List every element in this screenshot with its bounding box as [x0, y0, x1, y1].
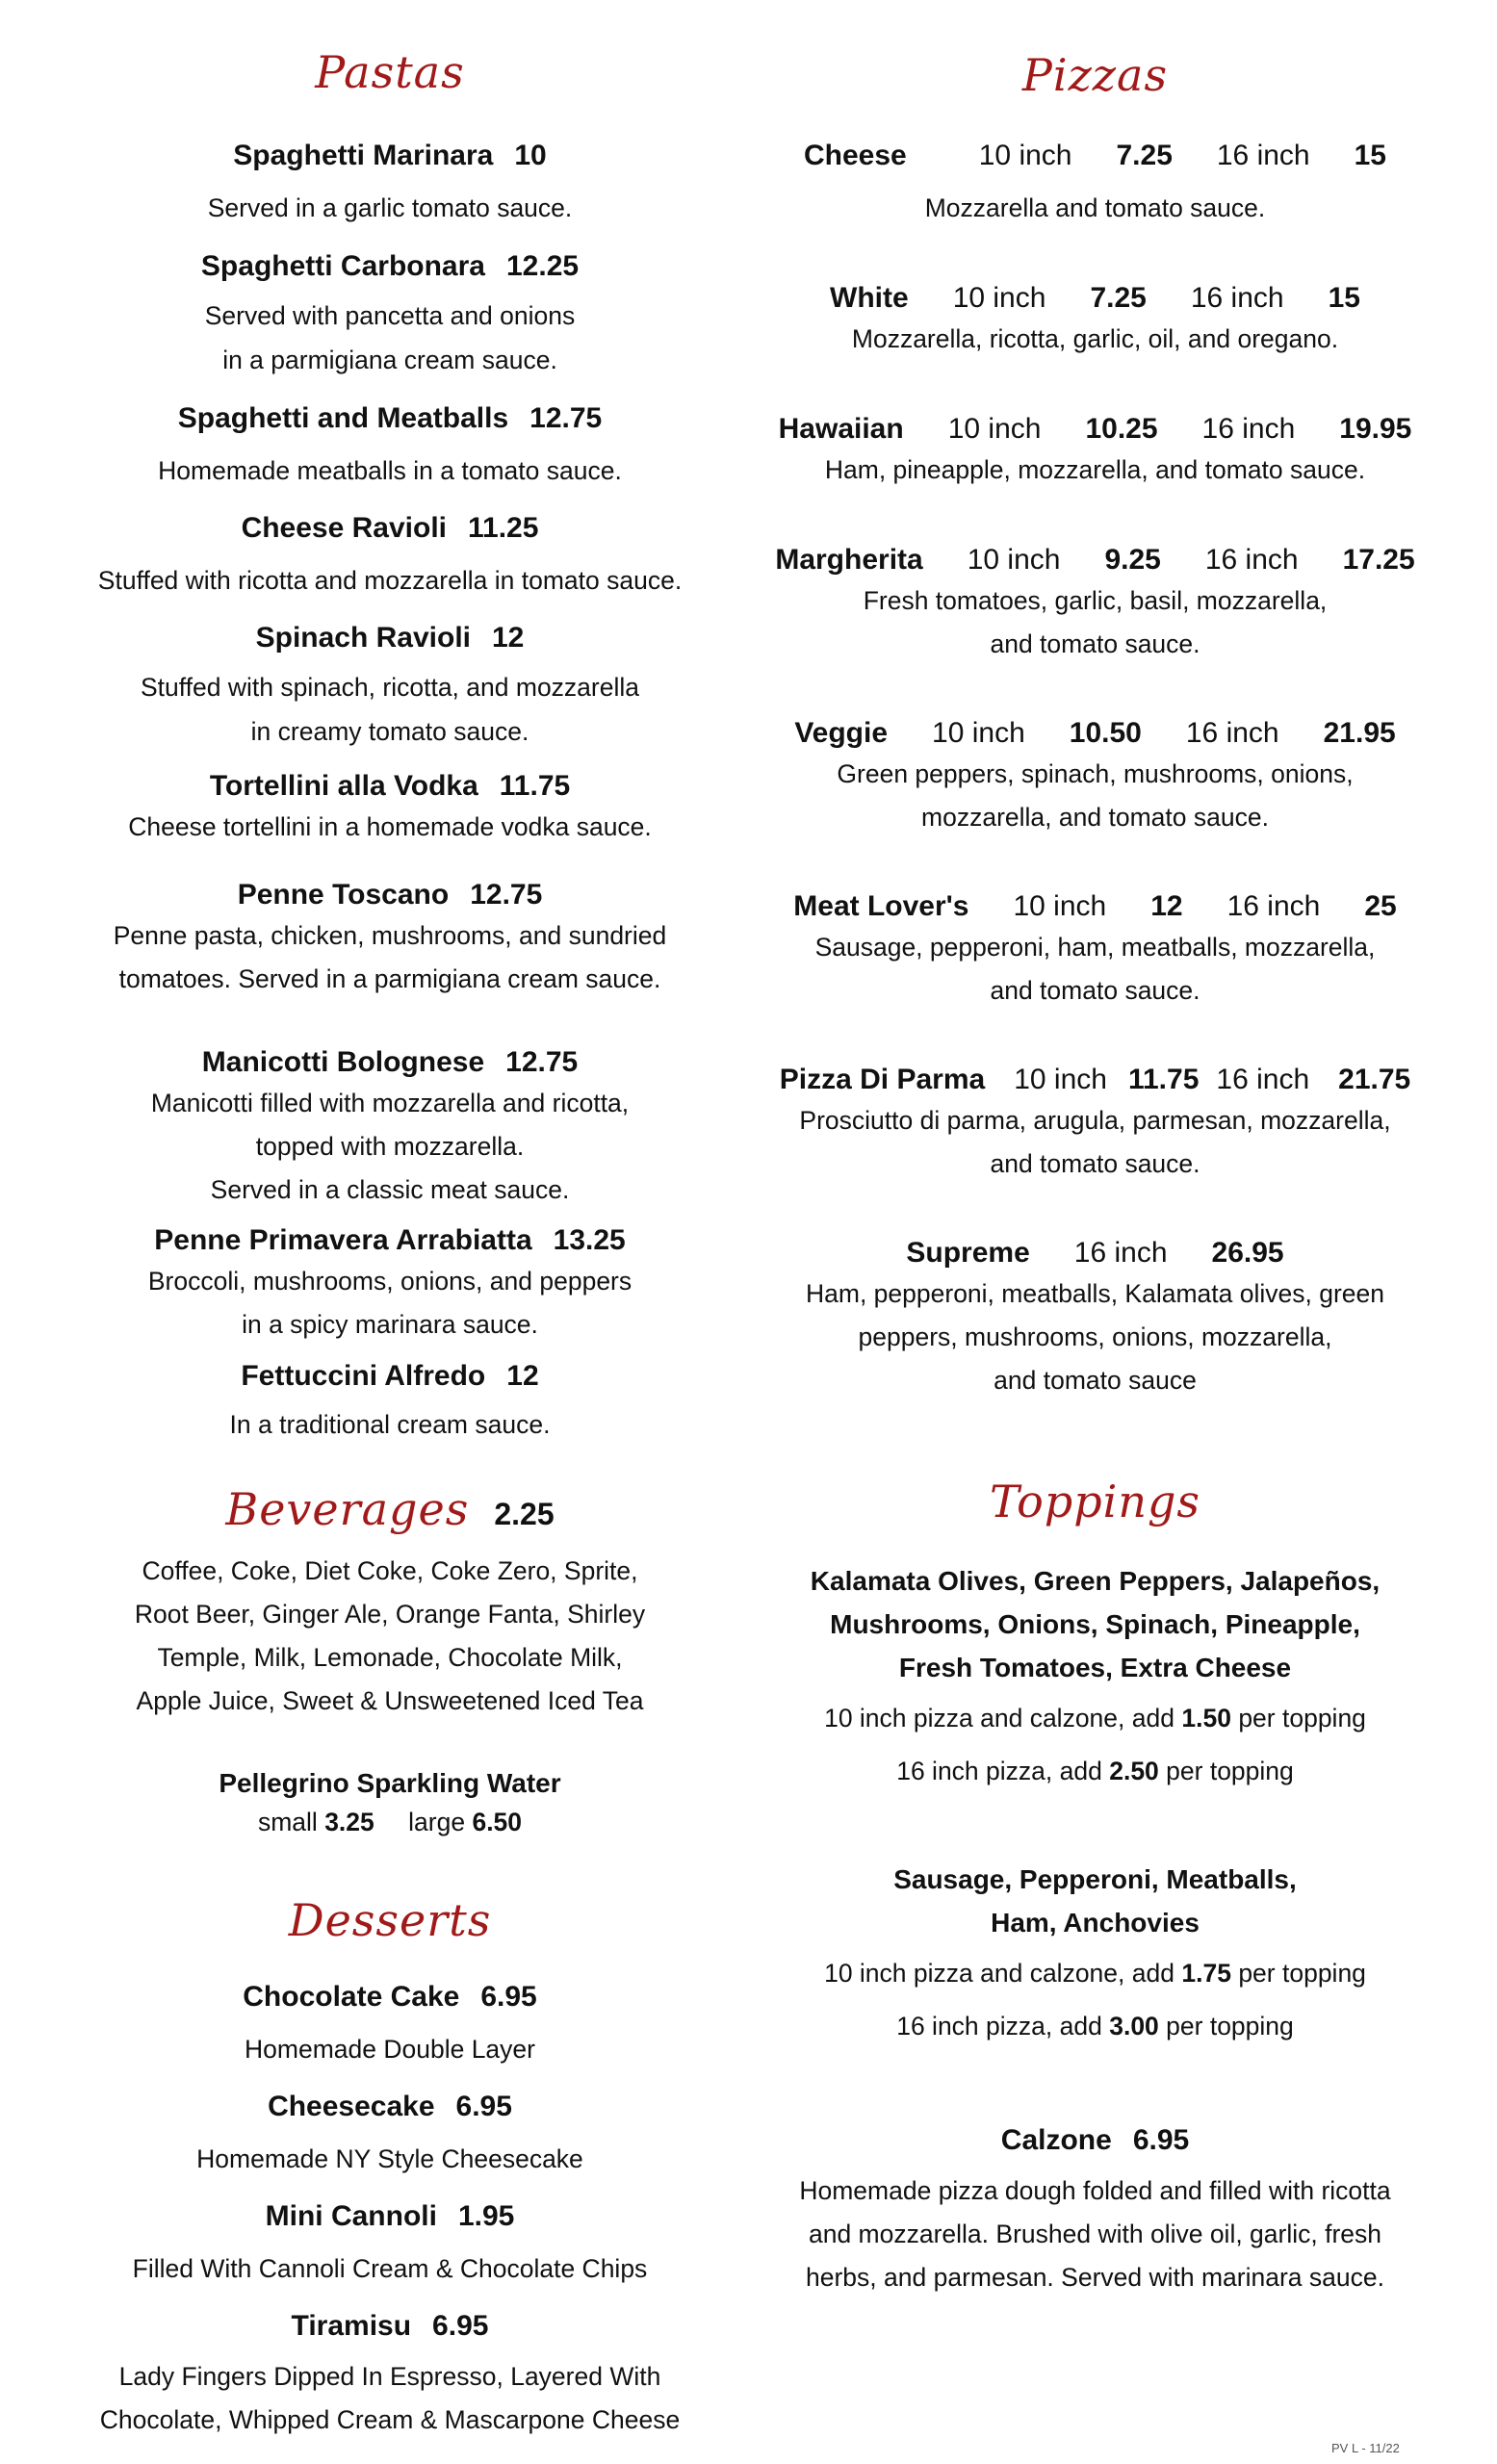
pasta-item: Spaghetti Marinara 10 Served in a garlic tomato sauce.	[207, 140, 573, 222]
toppings-heading: Toppings	[989, 1476, 1201, 1527]
pizza-item: White 10 inch 7.25 16 inch 15 Mozzarella, ricotta, garlic, oil, and oregano.	[830, 282, 1360, 353]
pasta-item: Fettuccini Alfredo 12 In a traditional cream sauce.	[229, 1360, 551, 1439]
desserts-heading: Desserts	[288, 1894, 492, 1946]
toppings-group-2: Sausage, Pepperoni, Meatballs, Ham, Anchovies 10 inch pizza and calzone, add 1.75 per topping 16 inch pizza, add 3.00 per topping	[824, 1864, 1366, 2040]
pasta-item: Tortellini alla Vodka 11.75 Cheese tortellini in a homemade vodka sauce.	[128, 770, 652, 841]
beverages-list: Coffee, Coke, Diet Coke, Coke Zero, Sprite, Root Beer, Ginger Ale, Orange Fanta, Shirley Temple, Milk, Lemonade, Chocolate Milk, Apple Juice, Sweet & Unsweetened Iced Tea	[134, 1556, 646, 1715]
pizza-item: Hawaiian 10 inch 10.25 16 inch 19.95 Ham, pineapple, mozzarella, and tomato sauce.	[778, 413, 1412, 484]
pasta-item: Spaghetti and Meatballs 12.75 Homemade meatballs in a tomato sauce.	[158, 402, 622, 485]
dessert-item: Chocolate Cake 6.95 Homemade Double Layer	[243, 1981, 537, 2064]
pasta-item: Penne Primavera Arrabiatta 13.25 Broccoli, mushrooms, onions, and peppers in a spicy marinara sauce.	[147, 1224, 632, 1339]
dessert-item: Cheesecake 6.95 Homemade NY Style Cheesecake	[196, 2091, 583, 2173]
pasta-item: Spinach Ravioli 12 Stuffed with spinach, ricotta, and mozzarella in creamy tomato sauce.	[140, 622, 639, 746]
pellegrino-item: Pellegrino Sparkling Water small 3.25 large 6.50	[219, 1768, 561, 1836]
pizzas-heading: Pizzas	[1021, 49, 1169, 101]
beverages-heading: Beverages 2.25	[225, 1483, 555, 1535]
dessert-item: Tiramisu 6.95 Lady Fingers Dipped In Espresso, Layered With Chocolate, Whipped Cream & Mascarpone Cheese	[99, 2310, 681, 2434]
pizza-item: Cheese 10 inch 7.25 16 inch 15 Mozzarella and tomato sauce.	[804, 140, 1386, 222]
revision-code: PV L - 11/22	[1331, 2441, 1400, 2455]
pizza-item: Pizza Di Parma 10 inch 11.75 16 inch 21.75 Prosciutto di parma, arugula, parmesan, mozzarella, and tomato sauce.	[779, 1064, 1411, 1178]
pastas-heading: Pastas	[315, 46, 465, 98]
dessert-item: Mini Cannoli 1.95 Filled With Cannoli Cream & Chocolate Chips	[132, 2200, 648, 2283]
calzone-item: Calzone 6.95 Homemade pizza dough folded and filled with ricotta and mozzarella. Brushed with olive oil, garlic, fresh herbs, and parmesan. Served with marinara sauce.	[799, 2124, 1391, 2292]
pizza-item: Meat Lover's 10 inch 12 16 inch 25 Sausage, pepperoni, ham, meatballs, mozzarella, and tomato sauce.	[793, 890, 1397, 1005]
pizza-item: Supreme 16 inch 26.95 Ham, pepperoni, meatballs, Kalamata olives, green peppers, mushrooms, onions, mozzarella, and tomato sauce	[806, 1237, 1384, 1395]
beverages-price: 2.25	[494, 1497, 555, 1531]
pasta-item: Penne Toscano 12.75 Penne pasta, chicken, mushrooms, and sundried tomatoes. Served in a parmigiana cream sauce.	[113, 879, 667, 993]
pasta-item: Spaghetti Carbonara 12.25 Served with pancetta and onions in a parmigiana cream sauce.	[200, 250, 580, 374]
toppings-group-1: Kalamata Olives, Green Peppers, Jalapeños, Mushrooms, Onions, Spinach, Pineapple, Fresh Tomatoes, Extra Cheese 10 inch pizza and calzone, add 1.50 per topping 16 inch pizza, add 2.50 per topping	[810, 1566, 1381, 1785]
pizza-item: Veggie 10 inch 10.50 16 inch 21.95 Green peppers, spinach, mushrooms, onions, mozzarella, and tomato sauce.	[794, 717, 1396, 832]
pizza-item: Margherita 10 inch 9.25 16 inch 17.25 Fresh tomatoes, garlic, basil, mozzarella, and tomato sauce.	[775, 544, 1415, 658]
pasta-item: Cheese Ravioli 11.25 Stuffed with ricotta and mozzarella in tomato sauce.	[97, 512, 683, 595]
pasta-item: Manicotti Bolognese 12.75 Manicotti filled with mozzarella and ricotta, topped with mozzarella. Served in a classic meat sauce.	[150, 1046, 630, 1204]
